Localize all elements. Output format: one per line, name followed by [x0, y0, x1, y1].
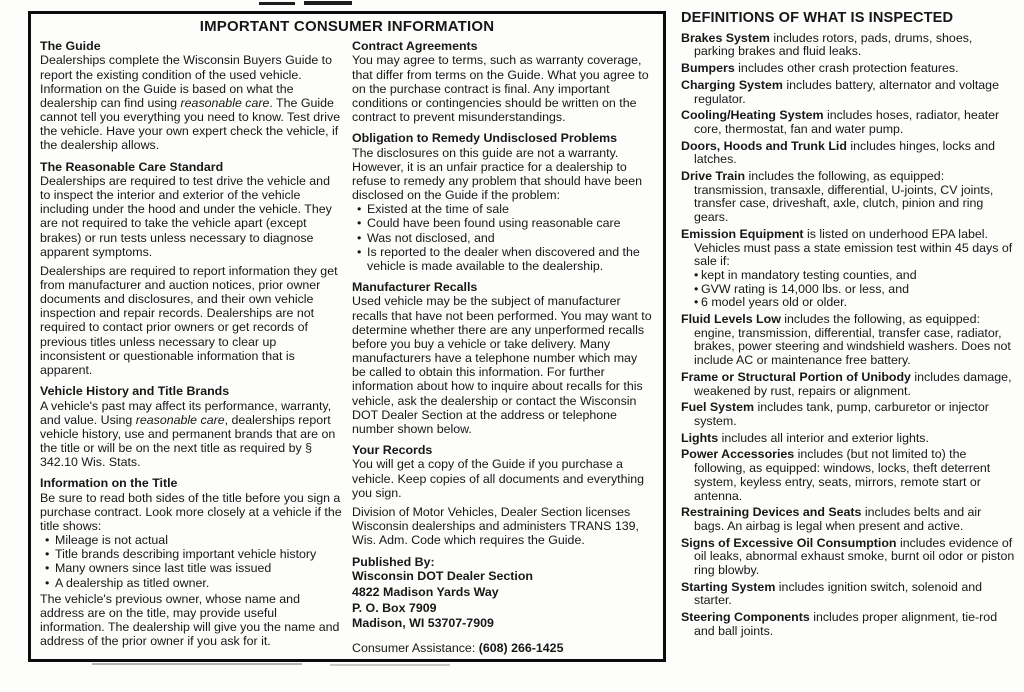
text-run: . The Guide cannot tell you everything you need to know. Test drive the vehicle. Have your own expert check the vehicle, if the dealership allows.: [40, 95, 341, 153]
scan-artifact: [304, 1, 352, 5]
scan-artifact: [330, 664, 450, 666]
definition-body: includes all interior and exterior lights.: [721, 430, 929, 445]
definition-item: [681, 611, 1015, 638]
definition-body: includes belts and air bags. An airbag is legal when present and active.: [694, 505, 982, 533]
definition-text: [681, 401, 1015, 428]
definition-term: Signs of Excessive Oil Consumption: [681, 535, 897, 550]
definition-text: [681, 228, 1015, 269]
definition-item-emission: [681, 228, 1015, 310]
consumer-assistance: [352, 641, 654, 655]
middle-column: [352, 39, 654, 655]
publisher-name: Wisconsin DOT Dealer Section: [352, 569, 533, 584]
text-run: A vehicle's past may affect its performance, warranty, and value. Using: [40, 398, 332, 427]
consumer-information-panel: [28, 11, 666, 662]
paragraph: You may agree to terms, such as warranty coverage, that differ from terms on the Guide. What you agree to on the purchase contract is final. Any important conditions or contingencies should be written on the contract to prevent misunderstandings.: [352, 53, 649, 125]
bullet-item: • Existed at the time of sale: [352, 202, 654, 216]
publisher-street: 4822 Madison Yards Way: [352, 585, 499, 600]
definition-item: [681, 140, 1015, 167]
section-heading: Your Records: [352, 442, 433, 457]
bullet-item: • A dealership as titled owner.: [40, 576, 342, 590]
section-reasonable-care-standard: [40, 160, 342, 378]
definition-term: Fluid Levels Low: [681, 312, 781, 327]
definition-text: [681, 79, 1015, 106]
definition-term: Charging System: [681, 77, 783, 92]
definition-text: [681, 109, 1015, 136]
definition-term: Starting System: [681, 579, 776, 594]
publisher-pobox: P. O. Box 7909: [352, 600, 437, 615]
definition-item: [681, 62, 1015, 76]
definition-text: [681, 170, 1015, 225]
definition-term: Brakes System: [681, 30, 770, 45]
bullet-list: [352, 202, 654, 273]
section-heading: Information on the Title: [40, 476, 178, 491]
definitions-column: [681, 12, 1015, 642]
section-your-records: [352, 443, 654, 547]
definition-bullet: • kept in mandatory testing counties, and: [681, 269, 1015, 283]
section-vehicle-history-title-brands: [40, 384, 342, 469]
definition-text: [681, 62, 1015, 76]
definition-text: [681, 506, 1015, 533]
definition-body: includes ignition switch, solenoid and starter.: [694, 579, 982, 608]
definition-body: includes other crash protection features.: [738, 61, 959, 76]
definition-body: includes (but not limited to) the following, as equipped: windows, locks, theft deterrent system, keyless entry, seats, mirrors, remote start or antenna.: [694, 447, 991, 503]
paragraph: Be sure to read both sides of the title before you sign a purchase contract. Look more closely at a vehicle if the title shows:: [40, 490, 342, 533]
bullet-item: • Was not disclosed, and: [352, 231, 654, 245]
definition-item: [681, 537, 1015, 578]
definition-item: [681, 506, 1015, 533]
definition-item: [681, 371, 1015, 398]
consumer-assistance-label: Consumer Assistance:: [352, 640, 476, 655]
definition-item: [681, 109, 1015, 136]
definition-text: [681, 611, 1015, 638]
published-by-label: Published By:: [352, 555, 435, 570]
section-heading: Contract Agreements: [352, 39, 478, 53]
definition-text: [681, 537, 1015, 578]
consumer-assistance-phone: (608) 266-1425: [478, 640, 564, 655]
definition-text: [681, 32, 1015, 59]
definition-body: includes the following, as equipped: transmission, transaxle, differential, U-joints, CV joints, transfer case, driveshaft, axle, clutch, pinion and ring gears.: [694, 169, 994, 225]
bullet-item: • Many owners since last title was issued: [40, 561, 342, 575]
definition-body: includes battery, alternator and voltage regulator.: [694, 77, 999, 106]
definition-body: includes hoses, radiator, heater core, thermostat, fan and water pump.: [694, 108, 1000, 136]
bullet-item: • Title brands describing important vehicle history: [40, 547, 342, 561]
bullet-item: • Is reported to the dealer when discovered and the vehicle is made available to the dealership.: [352, 245, 654, 273]
section-contract-agreements: [352, 39, 654, 124]
definition-item: [681, 581, 1015, 608]
definition-text: [681, 448, 1015, 503]
definition-item: [681, 32, 1015, 59]
paragraph: Dealerships are required to report information they get from manufacturer and auction notices, prior owner documents and disclosures, and their own vehicle inspection and repair records. Dealerships are not required to contact prior owners or get records of previous titles unless necessary to clear up inconsistent or questionable information that is apparent.: [40, 263, 338, 377]
definition-text: [681, 140, 1015, 167]
text-run: , dealerships report vehicle history, use and permanent brands that are on the title or will be on the next title as required by § 342.10 Wis. Stats.: [40, 412, 336, 470]
paragraph: Used vehicle may be the subject of manufacturer recalls that have not been performed. You may want to determine whether there are any unperformed recalls before you buy a vehicle or take delivery. Many manufacturers have a telephone number which may be called to obtain this information. For further information about how to inquire about recalls for this vehicle, ask the dealership or contact the Wisconsin DOT Dealer Section at the address or telephone number shown below.: [352, 294, 652, 436]
section-obligation-to-remedy: [352, 131, 654, 273]
publisher-city: Madison, WI 53707-7909: [352, 616, 494, 631]
definition-item: [681, 79, 1015, 106]
definition-term: Lights: [681, 430, 719, 445]
section-heading: The Guide: [40, 39, 101, 53]
definition-item: [681, 448, 1015, 503]
italic-run: reasonable care: [180, 95, 270, 110]
definition-body: includes evidence of oil leaks, abnormal exhaust smoke, burnt oil odor or piston ring blowby.: [694, 535, 1015, 578]
text-run: Dealerships complete the Wisconsin Buyers Guide to report the existing condition of the used vehicle. Information on the Guide is based on what the dealership can find using: [40, 53, 333, 110]
italic-run: reasonable care: [135, 412, 225, 427]
definition-term: Cooling/Heating System: [681, 108, 824, 123]
section-information-on-title: [40, 476, 342, 648]
definition-body: is listed on underhood EPA label. Vehicles must pass a state emission test within 45 days of sale if:: [694, 226, 1013, 269]
paragraph: The vehicle's previous owner, whose name and address are on the title, may provide useful information. The dealership will give you the name and address of the prior owner if you ask for it.: [40, 591, 340, 649]
paragraph: Division of Motor Vehicles, Dealer Section licenses Wisconsin dealerships and administers TRANS 139, Wis. Adm. Code which requires the Guide.: [352, 504, 639, 548]
panel-title: IMPORTANT CONSUMER INFORMATION: [199, 18, 495, 35]
definition-term: Emission Equipment: [681, 226, 804, 241]
definition-text: [681, 313, 1015, 368]
definition-text: [681, 432, 1015, 446]
scan-artifact: [92, 663, 302, 665]
bullet-item: • Mileage is not actual: [40, 533, 342, 547]
definition-body: includes tank, pump, carburetor or injector system.: [694, 400, 989, 428]
definition-term: Restraining Devices and Seats: [681, 505, 862, 520]
publisher-block: [352, 555, 654, 655]
definition-item: [681, 432, 1015, 446]
definition-item: [681, 313, 1015, 368]
definition-body: includes damage, weakened by rust, repairs or alignment.: [694, 369, 1012, 398]
section-heading: Manufacturer Recalls: [352, 280, 478, 294]
section-manufacturer-recalls: [352, 280, 654, 436]
section-heading: Vehicle History and Title Brands: [40, 384, 230, 399]
definition-term: Fuel System: [681, 400, 754, 415]
left-column: [40, 39, 342, 655]
bullet-list: [40, 533, 342, 590]
scan-artifact: [259, 2, 295, 5]
definition-text: [681, 371, 1015, 398]
definition-body: includes the following, as equipped: engine, transmission, differential, transfer case, radiator, brakes, power steering and windshield washers. Does not include AC or maintenance free battery.: [694, 312, 1011, 368]
paragraph: You will get a copy of the Guide if you purchase a vehicle. Keep copies of all documents and everything you sign.: [352, 457, 645, 500]
definition-term: Steering Components: [681, 610, 810, 625]
definition-item: [681, 401, 1015, 428]
definition-term: Frame or Structural Portion of Unibody: [681, 369, 911, 384]
panel-columns: [40, 39, 654, 655]
section-heading: The Reasonable Care Standard: [40, 159, 224, 174]
definitions-title: DEFINITIONS OF WHAT IS INSPECTED: [681, 10, 954, 26]
paragraph: Dealerships are required to test drive the vehicle and to inspect the interior and exterior of the vehicle including under the hood and under the vehicle. They are not required to take the vehicle apart (except brakes) or run tests unless necessary to diagnose apparent symptoms.: [40, 173, 332, 259]
section-the-guide: [40, 39, 342, 153]
definition-body: includes hinges, locks and latches.: [694, 138, 996, 167]
definition-body: includes rotors, pads, drums, shoes, parking brakes and fluid leaks.: [694, 30, 973, 59]
paragraph: [40, 399, 342, 470]
paragraph: The disclosures on this guide are not a warranty. However, it is an unfair practice for a dealership to refuse to remedy any problem that should have been disclosed on the Guide if the problem:: [352, 145, 642, 203]
definition-term: Power Accessories: [681, 447, 795, 462]
definition-bullet: • 6 model years old or older.: [681, 296, 1015, 310]
definition-item: [681, 170, 1015, 225]
section-heading: Obligation to Remedy Undisclosed Problems: [352, 131, 618, 146]
bullet-item: • Could have been found using reasonable care: [352, 216, 654, 230]
definition-term: Doors, Hoods and Trunk Lid: [681, 138, 847, 153]
definition-term: Drive Train: [681, 169, 746, 184]
definition-text: [681, 581, 1015, 608]
paragraph: [40, 53, 342, 152]
definition-term: Bumpers: [681, 61, 735, 76]
definition-bullet: • GVW rating is 14,000 lbs. or less, and: [681, 283, 1015, 297]
definition-body: includes proper alignment, tie-rod and ball joints.: [694, 610, 998, 638]
